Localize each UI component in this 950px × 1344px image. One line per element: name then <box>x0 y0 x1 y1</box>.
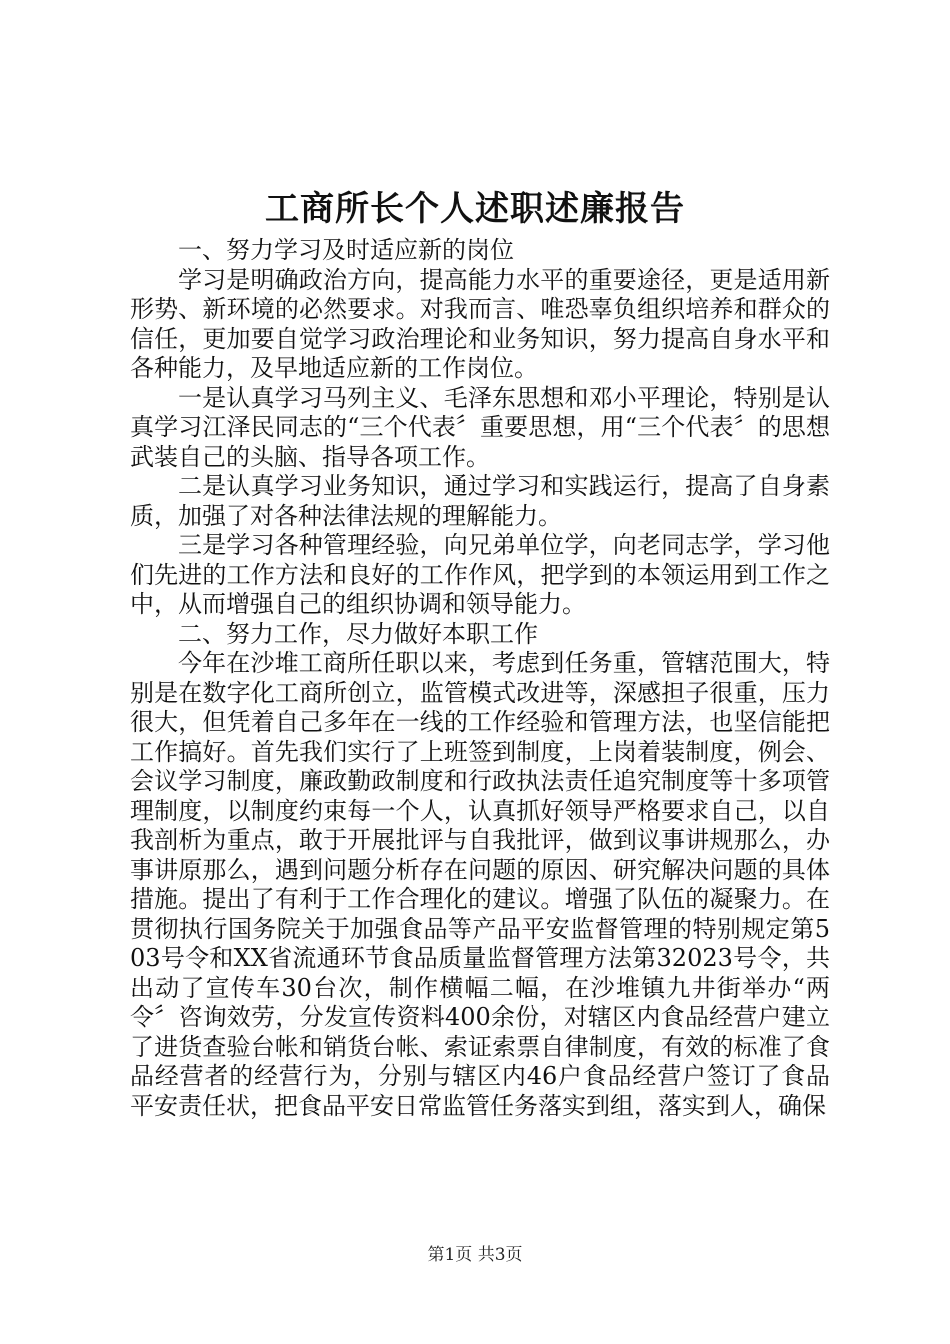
paragraph-study-business: 二是认真学习业务知识，通过学习和实践运行，提高了自身素质，加强了对各种法律法规的理解能力。 <box>130 472 830 530</box>
paragraph-study-intro: 学习是明确政治方向，提高能力水平的重要途径，更是适用新形势、新环境的必然要求。对我而言、唯恐辜负组织培养和群众的信任，更加要自觉学习政治理论和业务知识，努力提高自身水平和各种能力，及早地适应新的工作岗位。 <box>130 265 830 382</box>
paragraph-study-theory: 一是认真学习马列主义、毛泽东思想和邓小平理论，特别是认真学习江泽民同志的“三个代表〞重要思想，用“三个代表〞的思想武装自己的头脑、指导各项工作。 <box>130 383 830 471</box>
page-title: 工商所长个人述职述廉报告 <box>265 189 685 229</box>
paragraph-work-details: 今年在沙堆工商所任职以来，考虑到任务重，管辖范围大，特别是在数字化工商所创立，监管模式改进等，深感担子很重，压力很大，但凭着自己多年在一线的工作经验和管理方法，也坚信能把工作搞好。首先我们实行了上班签到制度，上岗着装制度，例会、会议学习制度，廉政勤政制度和行政执法责任追究制度等十多项管理制度，以制度约束每一个人，认真抓好领导严格要求自己，以自我剖析为重点，敢于开展批评与自我批评，做到议事讲规那么，办事讲原那么，遇到问题分析存在问题的原因、研究解决问题的具体措施。提出了有利于工作合理化的建议。增强了队伍的凝聚力。在贯彻执行国务院关于加强食品等产品平安监督管理的特别规定第503号令和XX省流通环节食品质量监督管理方法第32023号令，共出动了宣传车30台次，制作横幅二幅，在沙堆镇九井街举办“两令〞咨询效劳，分发宣传资料400余份，对辖区内食品经营户建立了进货查验台帐和销货台帐、索证索票自律制度，有效的标准了食品经营者的经营行为，分别与辖区内46户食品经营户签订了食品平安责任状，把食品平安日常监管任务落实到组，落实到人，确保 <box>130 649 830 1120</box>
section-heading-1: 一、努力学习及时适应新的岗位 <box>178 236 514 264</box>
section-heading-2: 二、努力工作，尽力做好本职工作 <box>178 619 538 648</box>
paragraph-study-management: 三是学习各种管理经验，向兄弟单位学，向老同志学，学习他们先进的工作方法和良好的工作作风，把学到的本领运用到工作之中，从而增强自己的组织协调和领导能力。 <box>130 531 830 618</box>
page-footer: 第1页 共3页 <box>427 1245 523 1265</box>
document-body <box>130 236 830 1121</box>
